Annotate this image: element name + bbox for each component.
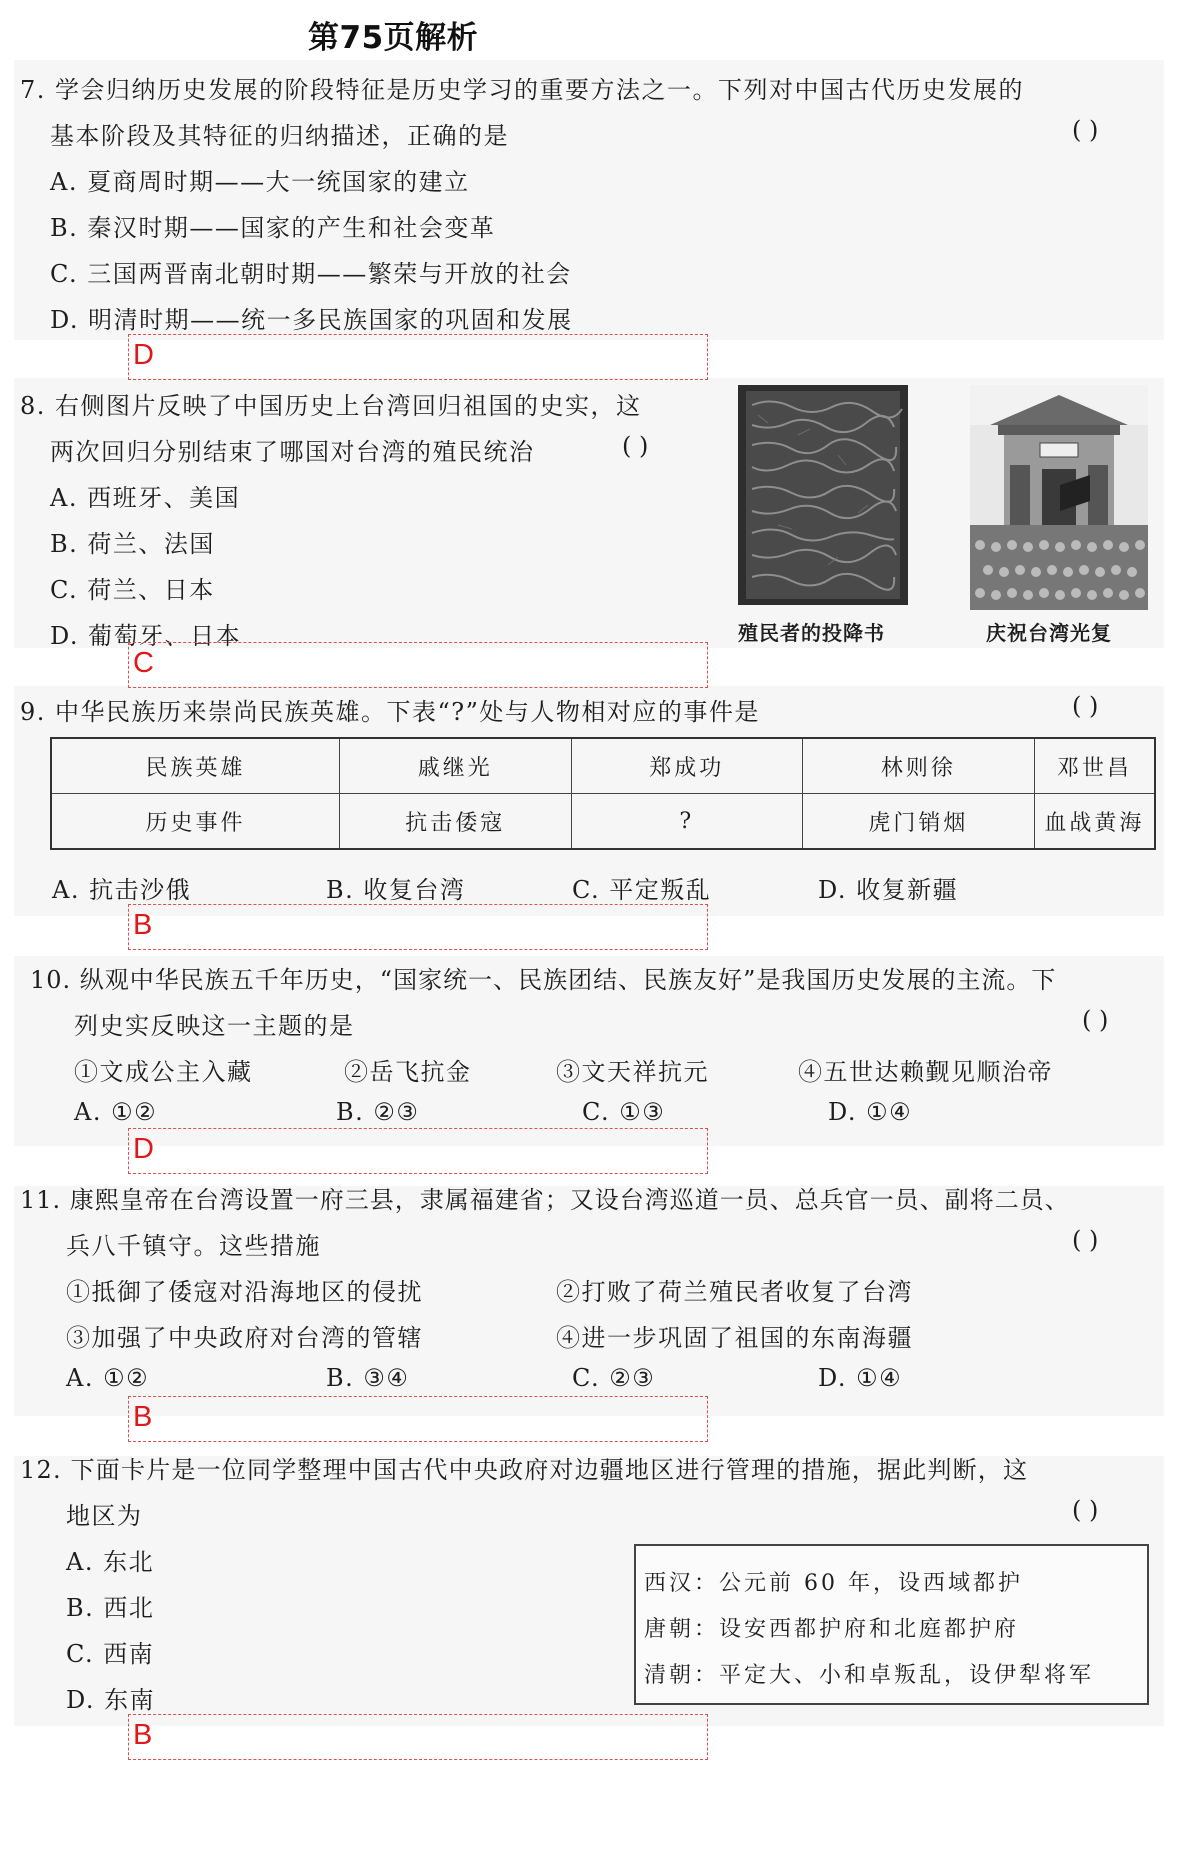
q8-option-b: B. 荷兰、法国 — [50, 530, 215, 558]
q10-item-1: ①文成公主入藏 — [74, 1058, 253, 1086]
table-cell: 抗击倭寇 — [339, 794, 571, 850]
table-cell: 民族英雄 — [51, 738, 339, 794]
q11-option-a: A. ①② — [66, 1364, 150, 1392]
q9-answer-box — [128, 904, 708, 950]
q12-option-a: A. 东北 — [66, 1548, 155, 1576]
celebration-caption: 庆祝台湾光复 — [986, 621, 1112, 645]
table-cell: 虎门销烟 — [803, 794, 1035, 850]
q10-item-2: ②岳飞抗金 — [344, 1058, 472, 1086]
q10-item-4: ④五世达赖觐见顺治帝 — [798, 1058, 1053, 1086]
q8-answer-bracket: ( ) — [622, 432, 649, 460]
q10-stem-line2: 列史实反映这一主题的是 — [74, 1012, 355, 1040]
hero-event-table — [50, 737, 1156, 850]
table-cell: 邓世昌 — [1034, 738, 1155, 794]
q7-option-a: A. 夏商周时期——大一统国家的建立 — [50, 168, 470, 196]
q7-option-d: D. 明清时期——统一多民族国家的巩固和发展 — [50, 306, 573, 334]
q12-option-c: C. 西南 — [66, 1640, 155, 1668]
history-card — [634, 1544, 1149, 1705]
surrender-document-photo — [738, 385, 908, 605]
q8-option-c: C. 荷兰、日本 — [50, 576, 215, 604]
card-line-xihan: 西汉：公元前 60 年，设西域都护 — [644, 1571, 1023, 1596]
q12-stem-line2: 地区为 — [66, 1502, 143, 1530]
q12-answer-box — [128, 1714, 708, 1760]
table-row — [51, 738, 1155, 794]
q12-option-d: D. 东南 — [66, 1686, 156, 1714]
q8-option-d: D. 葡萄牙、日本 — [50, 622, 242, 650]
q11-item-3: ③加强了中央政府对台湾的管辖 — [66, 1324, 423, 1352]
q11-stem-line1: 11. 康熙皇帝在台湾设置一府三县，隶属福建省；又设台湾巡道一员、总兵官一员、副将二员、 — [20, 1186, 1070, 1214]
q7-answer: D — [133, 339, 154, 371]
table-cell: 血战黄海 — [1034, 794, 1155, 850]
surrender-document-caption: 殖民者的投降书 — [738, 621, 885, 645]
q9-option-c: C. 平定叛乱 — [572, 876, 712, 904]
q10-answer-bracket: ( ) — [1082, 1006, 1109, 1034]
q12-answer: B — [133, 1719, 153, 1751]
q10-option-a: A. ①② — [74, 1098, 158, 1126]
q12-option-b: B. 西北 — [66, 1594, 155, 1622]
card-line-tang: 唐朝：设安西都护府和北庭都护府 — [644, 1617, 1020, 1642]
q10-answer-box — [128, 1128, 708, 1174]
q10-item-3: ③文天祥抗元 — [556, 1058, 709, 1086]
q7-answer-box — [128, 334, 708, 380]
q9-answer-bracket: ( ) — [1072, 692, 1099, 720]
table-row — [51, 794, 1155, 850]
table-cell: 郑成功 — [571, 738, 803, 794]
q9-answer: B — [133, 909, 153, 941]
q11-option-d: D. ①④ — [818, 1364, 903, 1392]
q10-stem-line1: 10. 纵观中华民族五千年历史，“国家统一、民族团结、民族友好”是我国历史发展的主流。下 — [30, 966, 1057, 994]
q7-option-c: C. 三国两晋南北朝时期——繁荣与开放的社会 — [50, 260, 572, 288]
q10-option-b: B. ②③ — [336, 1098, 420, 1126]
q7-stem-line1: 7. 学会归纳历史发展的阶段特征是历史学习的重要方法之一。下列对中国古代历史发展的 — [20, 76, 1025, 104]
q10-option-d: D. ①④ — [828, 1098, 913, 1126]
q11-item-4: ④进一步巩固了祖国的东南海疆 — [556, 1324, 913, 1352]
q12-answer-bracket: ( ) — [1072, 1496, 1099, 1524]
table-cell: 历史事件 — [51, 794, 339, 850]
q8-stem-line2: 两次回归分别结束了哪国对台湾的殖民统治 — [50, 438, 535, 466]
celebration-photo — [970, 385, 1148, 610]
q11-answer: B — [133, 1401, 153, 1433]
q12-stem-line1: 12. 下面卡片是一位同学整理中国古代中央政府对边疆地区进行管理的措施，据此判断，这 — [20, 1456, 1029, 1484]
q11-item-2: ②打败了荷兰殖民者收复了台湾 — [556, 1278, 913, 1306]
table-cell: ? — [571, 794, 803, 850]
table-cell: 戚继光 — [339, 738, 571, 794]
page-title: 第75页解析 — [308, 20, 479, 56]
q10-answer: D — [133, 1133, 154, 1165]
q9-stem: 9. 中华民族历来崇尚民族英雄。下表“?”处与人物相对应的事件是 — [20, 698, 760, 726]
table-cell: 林则徐 — [803, 738, 1035, 794]
q11-option-c: C. ②③ — [572, 1364, 656, 1392]
q9-option-d: D. 收复新疆 — [818, 876, 959, 904]
q8-answer-box — [128, 642, 708, 688]
q8-stem-line1: 8. 右侧图片反映了中国历史上台湾回归祖国的史实，这 — [20, 392, 642, 420]
q8-answer: C — [133, 647, 154, 679]
q9-option-b: B. 收复台湾 — [326, 876, 466, 904]
q11-item-1: ①抵御了倭寇对沿海地区的侵扰 — [66, 1278, 423, 1306]
q9-option-a: A. 抗击沙俄 — [52, 876, 192, 904]
q7-answer-bracket: ( ) — [1072, 116, 1099, 144]
q10-option-c: C. ①③ — [582, 1098, 666, 1126]
q8-option-a: A. 西班牙、美国 — [50, 484, 241, 512]
q7-stem-line2: 基本阶段及其特征的归纳描述，正确的是 — [50, 122, 509, 150]
q11-answer-box — [128, 1396, 708, 1442]
card-line-qing: 清朝：平定大、小和卓叛乱，设伊犁将军 — [644, 1663, 1095, 1688]
q7-option-b: B. 秦汉时期——国家的产生和社会变革 — [50, 214, 496, 242]
q11-answer-bracket: ( ) — [1072, 1226, 1099, 1254]
q11-stem-line2: 兵八千镇守。这些措施 — [66, 1232, 321, 1260]
q11-option-b: B. ③④ — [326, 1364, 410, 1392]
